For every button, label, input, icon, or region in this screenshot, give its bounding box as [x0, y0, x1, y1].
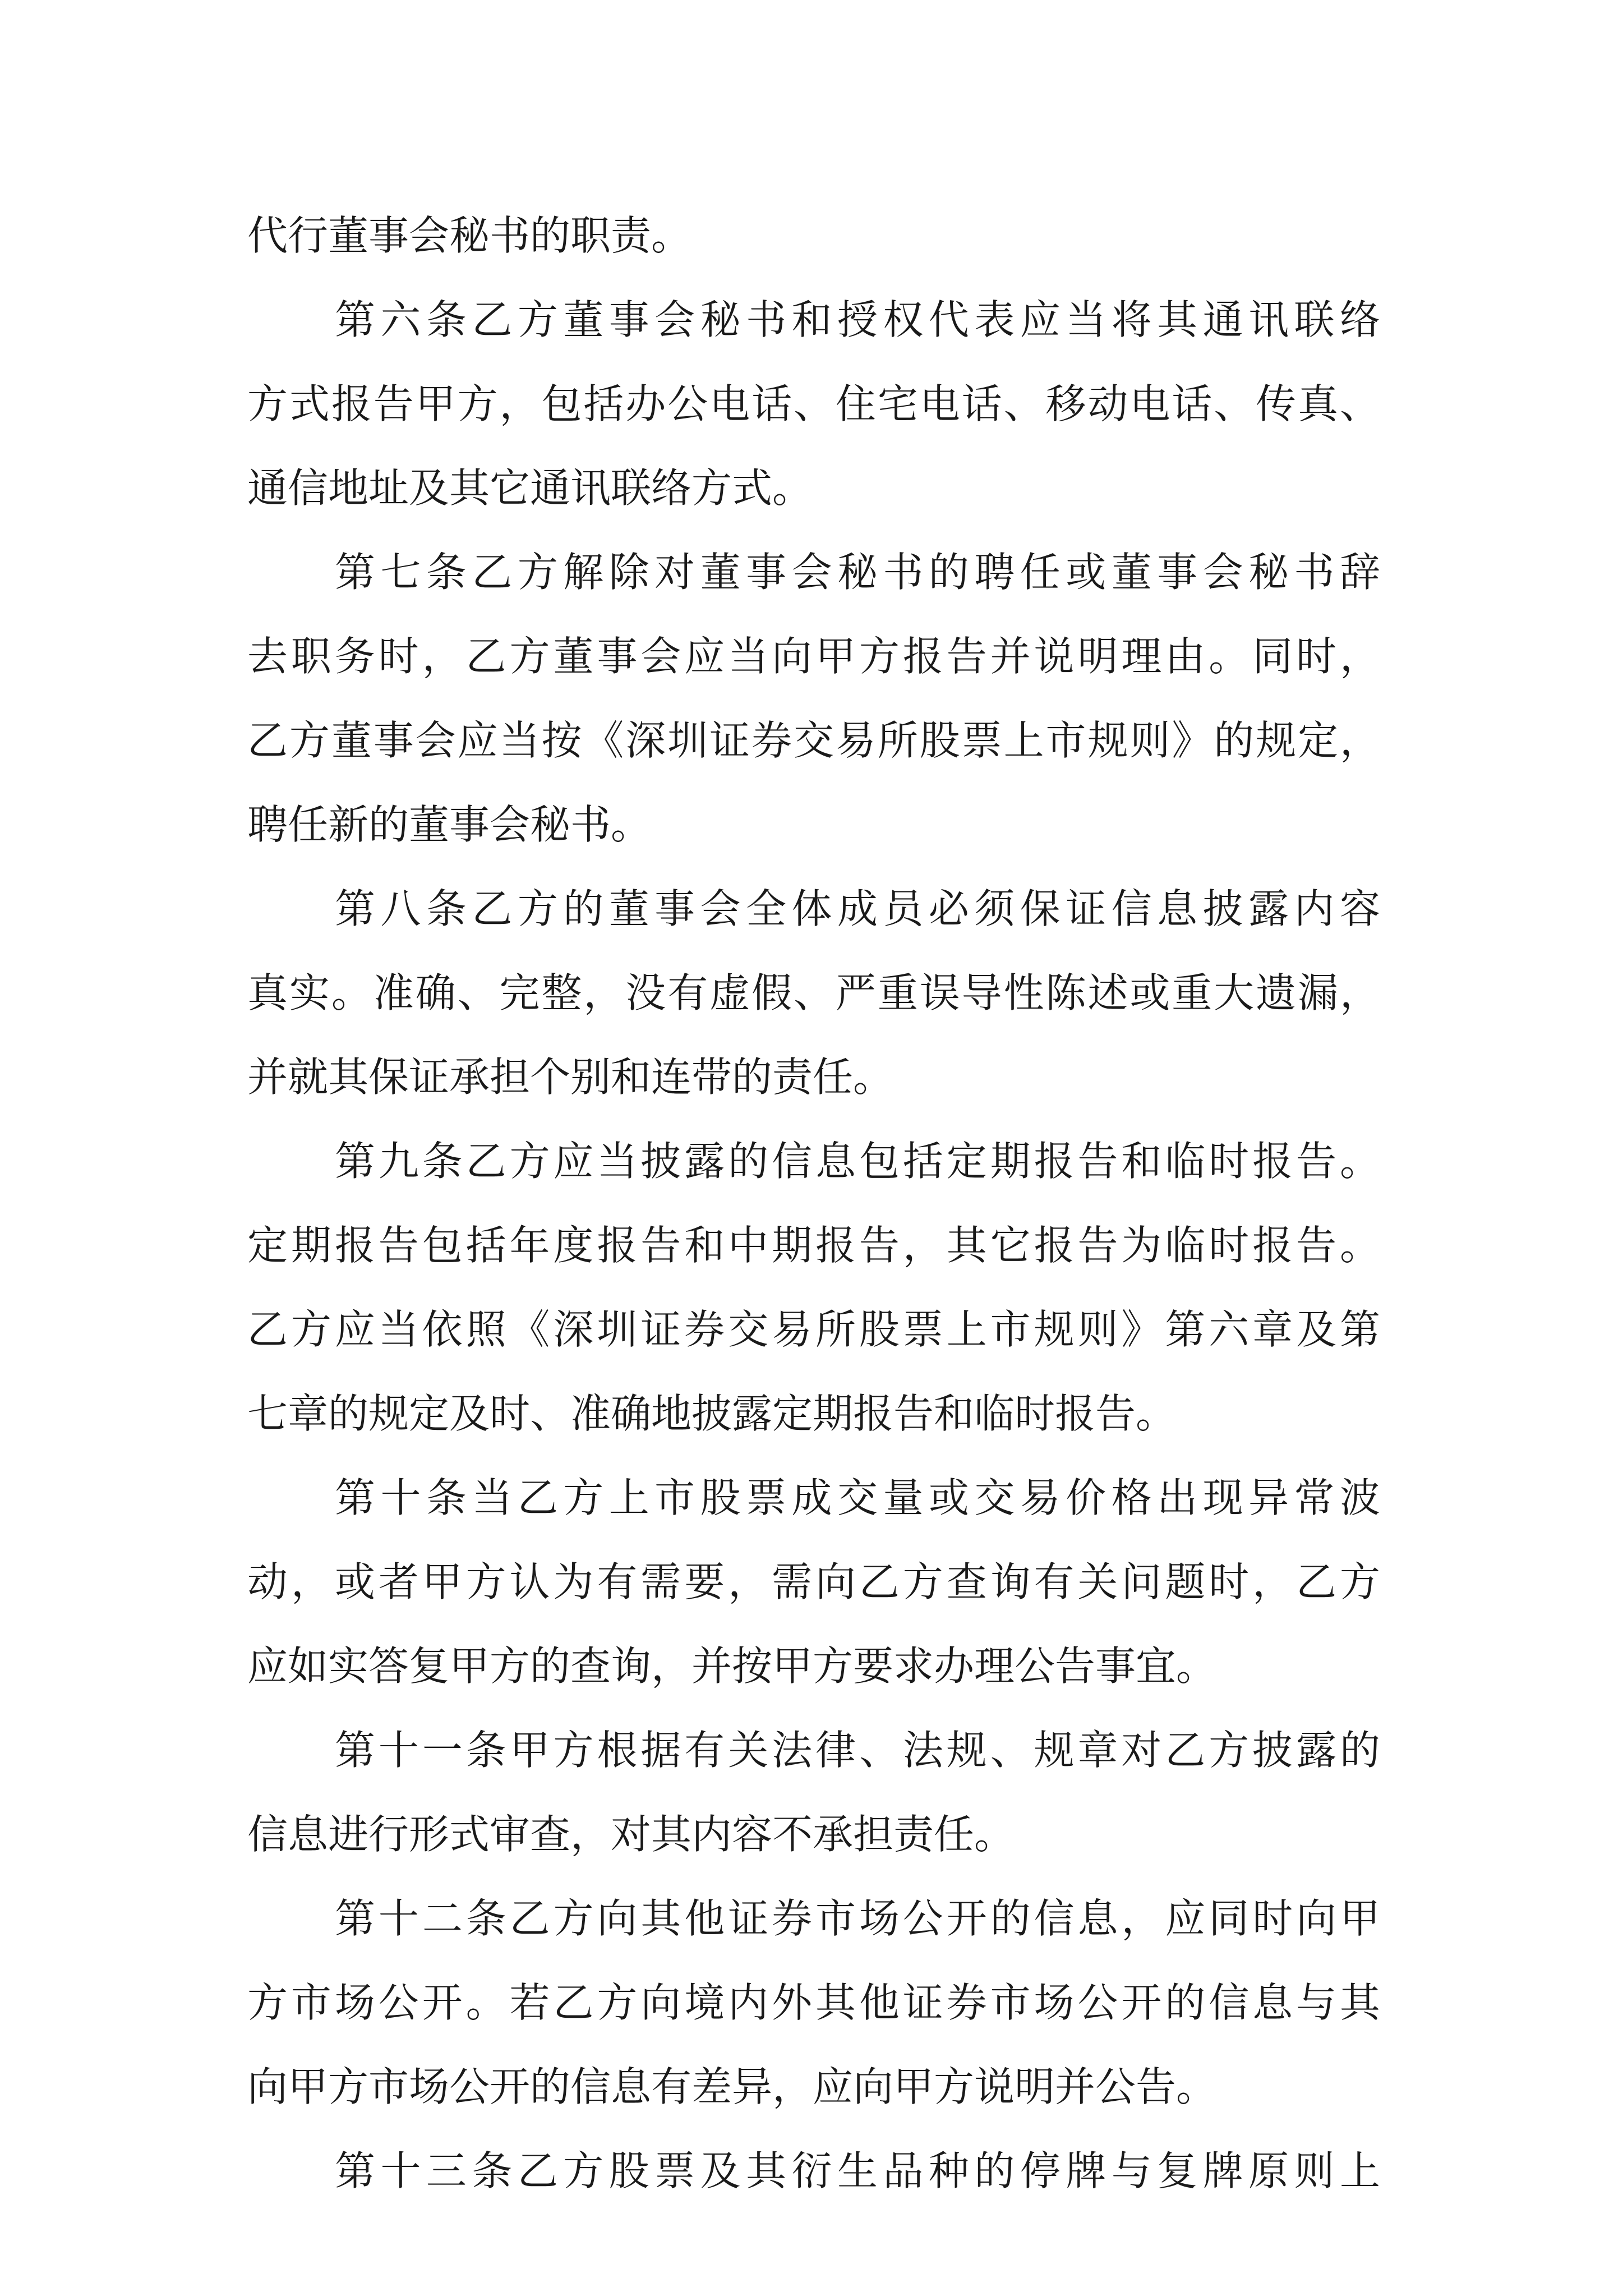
text-line: 并就其保证承担个别和连带的责任。 — [247, 1053, 894, 1101]
clause-10-line: 第十条当乙方上市股票成交量或交易价格出现异常波 — [335, 1474, 1380, 1521]
text-line: 向甲方市场公开的信息有差异，应向甲方说明并公告。 — [247, 2063, 1217, 2110]
clause-9-line: 第九条乙方应当披露的信息包括定期报告和临时报告。 — [335, 1138, 1380, 1185]
text-line: 应如实答复甲方的查询，并按甲方要求办理公告事宜。 — [247, 1642, 1217, 1690]
text-line: 七章的规定及时、准确地披露定期报告和临时报告。 — [247, 1390, 1177, 1437]
text-line: 信息进行形式审查，对其内容不承担责任。 — [247, 1811, 1015, 1858]
text-line: 聘任新的董事会秘书。 — [247, 801, 652, 848]
text-line: 乙方应当依照《深圳证券交易所股票上市规则》第六章及第 — [247, 1306, 1380, 1353]
text-line: 动，或者甲方认为有需要，需向乙方查询有关问题时，乙方 — [247, 1558, 1380, 1605]
clause-13-line: 第十三条乙方股票及其衍生品种的停牌与复牌原则上 — [335, 2147, 1380, 2194]
clause-6-line: 第六条乙方董事会秘书和授权代表应当将其通讯联络 — [335, 296, 1380, 343]
text-line: 方市场公开。若乙方向境内外其他证券市场公开的信息与其 — [247, 1979, 1380, 2026]
clause-8-line: 第八条乙方的董事会全体成员必须保证信息披露内容 — [335, 885, 1380, 932]
clause-11-line: 第十一条甲方根据有关法律、法规、规章对乙方披露的 — [335, 1727, 1380, 1774]
document-body — [247, 194, 1380, 2213]
clause-7-line: 第七条乙方解除对董事会秘书的聘任或董事会秘书辞 — [335, 549, 1380, 596]
text-line: 方式报告甲方，包括办公电话、住宅电话、移动电话、传真、 — [247, 380, 1380, 427]
text-line: 乙方董事会应当按《深圳证券交易所股票上市规则》的规定， — [247, 717, 1380, 764]
text-line: 定期报告包括年度报告和中期报告，其它报告为临时报告。 — [247, 1222, 1380, 1269]
text-line: 真实。准确、完整，没有虚假、严重误导性陈述或重大遗漏， — [247, 969, 1380, 1016]
text-line: 通信地址及其它通讯联络方式。 — [247, 464, 813, 512]
text-line: 代行董事会秘书的职责。 — [247, 212, 692, 259]
text-line: 去职务时，乙方董事会应当向甲方报告并说明理由。同时， — [247, 633, 1380, 680]
clause-12-line: 第十二条乙方向其他证券市场公开的信息，应同时向甲 — [335, 1895, 1380, 1942]
